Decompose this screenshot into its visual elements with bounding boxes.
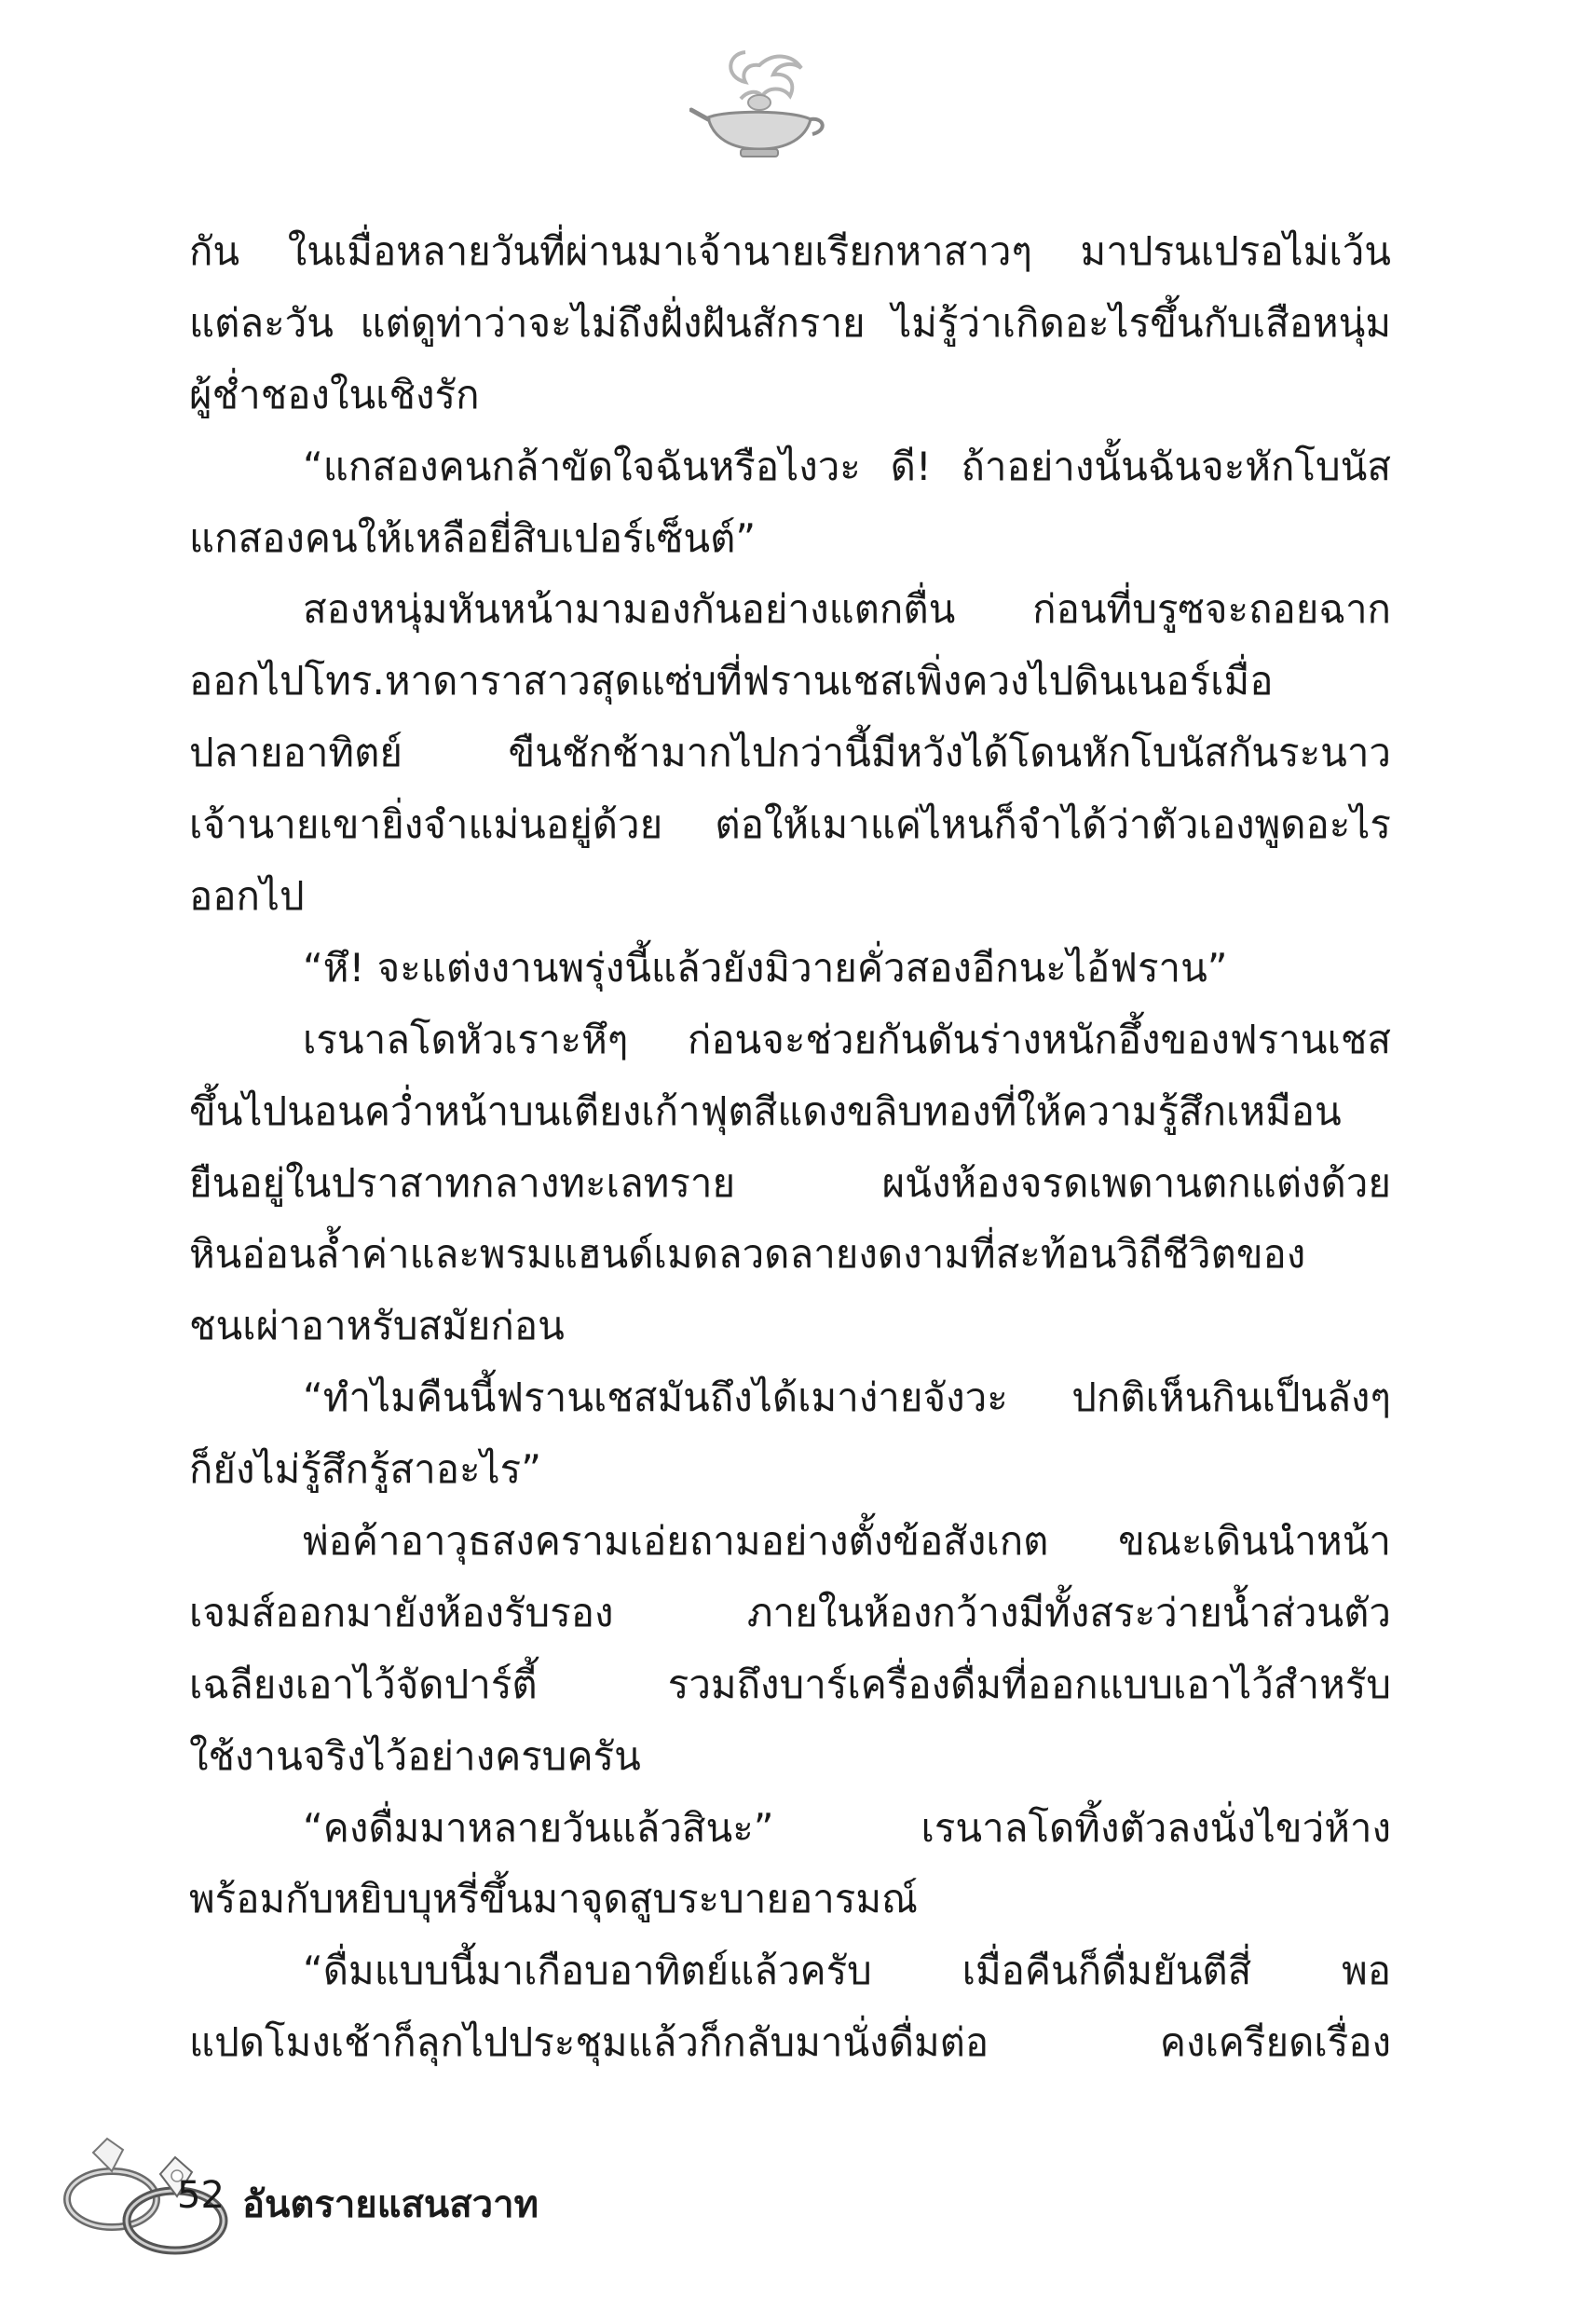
text-line: ปลายอาทิตย์ ขืนชักช้ามากไปกว่านี้มีหวังได้โดนหักโบนัสกันระนาว (189, 730, 1391, 776)
page-number: 52 (177, 2174, 225, 2217)
text-line: หินอ่อนล้ำค่าและพรมแฮนด์เมดลวดลายงดงามที่สะท้อนวิถีชีวิตของ (189, 1231, 1306, 1278)
text-line: เจ้านายเขายิ่งจำแม่นอยู่ด้วย ต่อให้เมาแค่ไหนก็จำได้ว่าตัวเองพูดอะไร (189, 801, 1391, 848)
text-line: เฉลียงเอาไว้จัดปาร์ตี้ รวมถึงบาร์เครื่องดื่มที่ออกแบบเอาไว้สำหรับ (189, 1661, 1391, 1707)
text-line: กัน ในเมื่อหลายวันที่ผ่านมาเจ้านายเรียกหาสาวๆ มาปรนเปรอไม่เว้น (189, 228, 1391, 274)
body-text (189, 216, 1391, 2079)
genie-lamp-icon (689, 45, 829, 171)
text-line: พร้อมกับหยิบบุหรี่ขึ้นมาจุดสูบระบายอารมณ์ (189, 1876, 918, 1922)
text-line: “คงดื่มมาหลายวันแล้วสินะ” เรนาลโดทิ้งตัวลงนั่งไขว่ห้าง (303, 1804, 1391, 1851)
text-line: ชนเผ่าอาหรับสมัยก่อน (189, 1303, 565, 1349)
text-line: พ่อค้าอาวุธสงครามเอ่ยถามอย่างตั้งข้อสังเกต ขณะเดินนำหน้า (303, 1518, 1391, 1565)
text-line: ออกไปโทร.หาดาราสาวสุดแซ่บที่ฟรานเชสเพิ่งควงไปดินเนอร์เมื่อ (189, 658, 1274, 704)
text-line: ยืนอยู่ในปราสาทกลางทะเลทราย ผนังห้องจรดเพดานตกแต่งด้วย (189, 1159, 1391, 1206)
text-line: ขึ้นไปนอนคว่ำหน้าบนเตียงเก้าฟุตสีแดงขลิบทองที่ให้ความรู้สึกเหมือน (189, 1087, 1342, 1134)
text-line: แต่ละวัน แต่ดูท่าว่าจะไม่ถึงฝั่งฝันสักราย ไม่รู้ว่าเกิดอะไรขึ้นกับเสือหนุ่ม (189, 299, 1391, 346)
text-line: “ดื่มแบบนี้มาเกือบอาทิตย์แล้วครับ เมื่อคืนก็ดื่มยันตีสี่ พอ (303, 1948, 1391, 1994)
text-line: ผู้ช่ำชองในเชิงรัก (189, 371, 480, 417)
text-line: แกสองคนให้เหลือยี่สิบเปอร์เซ็นต์” (189, 514, 757, 561)
text-line: แปดโมงเช้าก็ลุกไปประชุมแล้วก็กลับมานั่งดื่มต่อ คงเครียดเรื่อง (189, 2019, 1391, 2066)
text-line: เจมส์ออกมายังห้องรับรอง ภายในห้องกว้างมีทั้งสระว่ายน้ำส่วนตัว (189, 1589, 1391, 1635)
text-line: ใช้งานจริงไว้อย่างครบครัน (189, 1732, 641, 1779)
text-line: ออกไป (189, 873, 305, 920)
text-line: ก็ยังไม่รู้สึกรู้สาอะไร” (189, 1446, 541, 1493)
text-line: “หึ! จะแต่งงานพรุ่งนี้แล้วยังมิวายคั่วสองอีกนะไอ้ฟราน” (303, 944, 1228, 991)
text-line: เรนาลโดหัวเราะหึๆ ก่อนจะช่วยกันดันร่างหนักอึ้งของฟรานเชส (303, 1016, 1391, 1062)
text-line: “ทำไมคืนนี้ฟรานเชสมันถึงได้เมาง่ายจังวะ ปกติเห็นกินเป็นลังๆ (303, 1374, 1391, 1421)
text-line: สองหนุ่มหันหน้ามามองกันอย่างแตกตื่น ก่อนที่บรูซจะถอยฉาก (303, 586, 1391, 633)
text-line: “แกสองคนกล้าขัดใจฉันหรือไงวะ ดี! ถ้าอย่างนั้นฉันจะหักโบนัส (303, 443, 1391, 489)
book-title: อันตรายแสนสวาท (242, 2183, 539, 2226)
